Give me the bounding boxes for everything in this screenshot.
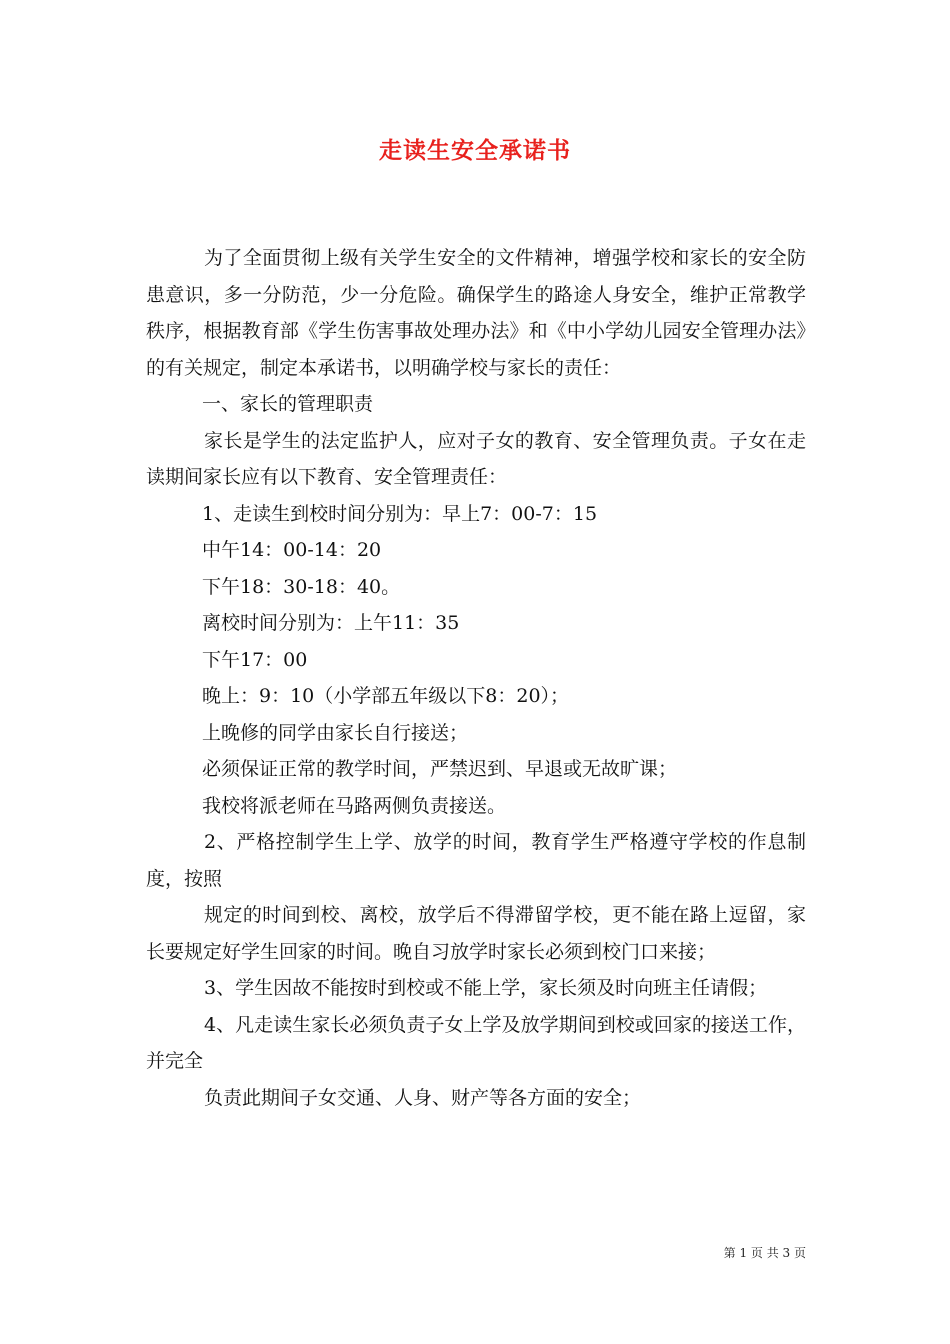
paragraph: 为了全面贯彻上级有关学生安全的文件精神，增强学校和家长的安全防患意识，多一分防范，少一分危险。确保学生的路途人身安全，维护正常教学秩序，根据教育部《学生伤害事故处理办法》和《中小学幼儿园安全管理办法》的有关规定，制定本承诺书，以明确学校与家长的责任： xyxy=(146,247,806,379)
page-number: 第 1 页 共 3 页 xyxy=(723,1246,806,1260)
document-title: 走读生安全承诺书 xyxy=(379,137,571,164)
paragraph: 家长是学生的法定监护人，应对子女的教育、安全管理负责。子女在走读期间家长应有以下教育、安全管理责任： xyxy=(146,429,806,488)
list-item: 1、走读生到校时间分别为：早上7：00-7：15 xyxy=(202,502,598,525)
list-item: 中午14：00-14：20 xyxy=(202,539,382,561)
paragraph: 4、凡走读生家长必须负责子女上学及放学期间到校或回家的接送工作，并完全 xyxy=(146,1013,806,1072)
list-item: 下午17：00 xyxy=(202,648,308,671)
paragraph: 负责此期间子女交通、人身、财产等各方面的安全； xyxy=(204,1086,642,1109)
section-heading: 一、家长的管理职责 xyxy=(202,393,374,415)
paragraph: 3、学生因故不能按时到校或不能上学，家长须及时向班主任请假； xyxy=(204,977,768,999)
paragraph: 规定的时间到校、离校，放学后不得滞留学校，更不能在路上逗留，家长要规定好学生回家的时间。晚自习放学时家长必须到校门口来接； xyxy=(146,904,806,963)
document-body xyxy=(146,240,806,1116)
list-item: 下午18：30-18：40。 xyxy=(202,575,401,598)
list-item: 离校时间分别为：上午11：35 xyxy=(202,612,460,634)
paragraph: 2、严格控制学生上学、放学的时间，教育学生严格遵守学校的作息制度，按照 xyxy=(146,831,806,890)
list-item: 晚上：9：10（小学部五年级以下8：20）； xyxy=(202,685,570,707)
list-item: 我校将派老师在马路两侧负责接送。 xyxy=(202,794,507,817)
list-item: 必须保证正常的教学时间，严禁迟到、早退或无故旷课； xyxy=(202,758,678,780)
list-item: 上晚修的同学由家长自行接送； xyxy=(202,721,469,744)
